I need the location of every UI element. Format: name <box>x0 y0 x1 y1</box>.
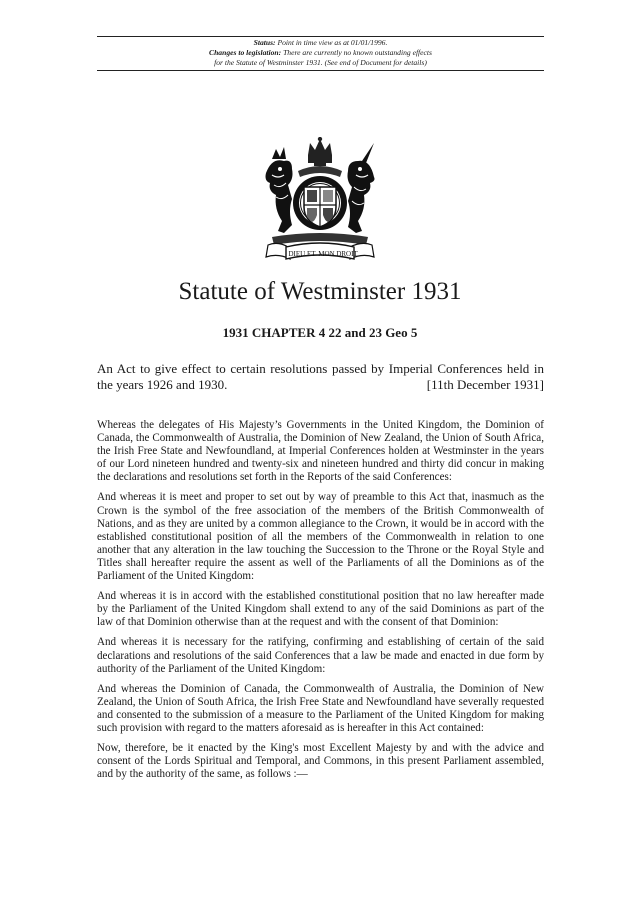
unicorn-supporter-icon <box>348 143 375 233</box>
shield-icon <box>304 187 336 227</box>
changes-text: There are currently no known outstanding effects <box>281 48 432 57</box>
preamble <box>97 419 544 788</box>
preamble-paragraph: Now, therefore, be it enacted by the King's most Excellent Majesty by and with the advice and consent of the Lords Spiritual and Temporal, and Commons, in this present Parliament assembled, and by the authority of the same, as follows :— <box>97 742 544 781</box>
status-line <box>97 38 544 48</box>
preamble-paragraph: Whereas the delegates of His Majesty’s Governments in the United Kingdom, the Dominion of Canada, the Commonwealth of Australia, the Dominion of New Zealand, the Union of South Africa, the Irish Free State and Newfoundland, at Imperial Conferences holden at Westminster in the years of our Lord nineteen hundred and twenty-six and nineteen hundred and thirty did concur in making the declarations and resolutions set forth in the Reports of the said Conferences: <box>97 419 544 484</box>
status-box <box>97 36 544 71</box>
status-label: Status: <box>253 38 276 47</box>
chapter-heading: 1931 CHAPTER 4 22 and 23 Geo 5 <box>222 325 418 340</box>
motto-right: MON DROIT <box>318 250 358 258</box>
enactment-date: [11th December 1931] <box>426 377 544 392</box>
lion-supporter-icon <box>266 147 293 233</box>
changes-line-2: for the Statute of Westminster 1931. (See end of Document for details) <box>214 58 427 67</box>
motto-left: DIEU ET <box>288 250 316 258</box>
changes-label: Changes to legislation: <box>209 48 282 57</box>
preamble-paragraph: And whereas it is necessary for the ratifying, confirming and establishing of certain of the said declarations and resolutions of the said Conferences that a law be made and enacted in due form by authority of the Parliament of the United Kingdom: <box>97 636 544 675</box>
preamble-paragraph: And whereas the Dominion of Canada, the Commonwealth of Australia, the Dominion of New Zealand, the Union of South Africa, the Irish Free State and Newfoundland have severally requested and consented to the submission of a measure to the Parliament of the United Kingdom for making such provision with regard to the matters aforesaid as is hereafter in this Act contained: <box>97 682 544 734</box>
preamble-paragraph: And whereas it is meet and proper to set out by way of preamble to this Act that, inasmuch as the Crown is the symbol of the free association of the members of the British Commonwealth of Nations, and as they are united by a common allegiance to the Crown, it would be in accord with the established constitutional position of all the members of the Commonwealth in relation to one another that any alteration in the law touching the Succession to the Throne or the Royal Style and Titles shall hereafter require the assent as well of the Parliaments of all the Dominions as of the Parliament of the United Kingdom: <box>97 491 544 583</box>
long-title <box>97 361 544 393</box>
preamble-paragraph: And whereas it is in accord with the established constitutional position that no law hereafter made by the Parliament of the United Kingdom shall extend to any of the said Dominions as part of the law of that Dominion otherwise than at the request and with the consent of that Dominion: <box>97 590 544 629</box>
status-text: Point in time view as at 01/01/1996. <box>275 38 388 47</box>
page-title: Statute of Westminster 1931 <box>178 278 462 305</box>
long-title-text: An Act to give effect to certain resolutions passed by Imperial Conferences held in the years 1926 and 1930. <box>97 361 544 392</box>
changes-line <box>97 48 544 58</box>
royal-coat-of-arms-icon <box>258 137 382 265</box>
crown-icon <box>308 137 332 166</box>
